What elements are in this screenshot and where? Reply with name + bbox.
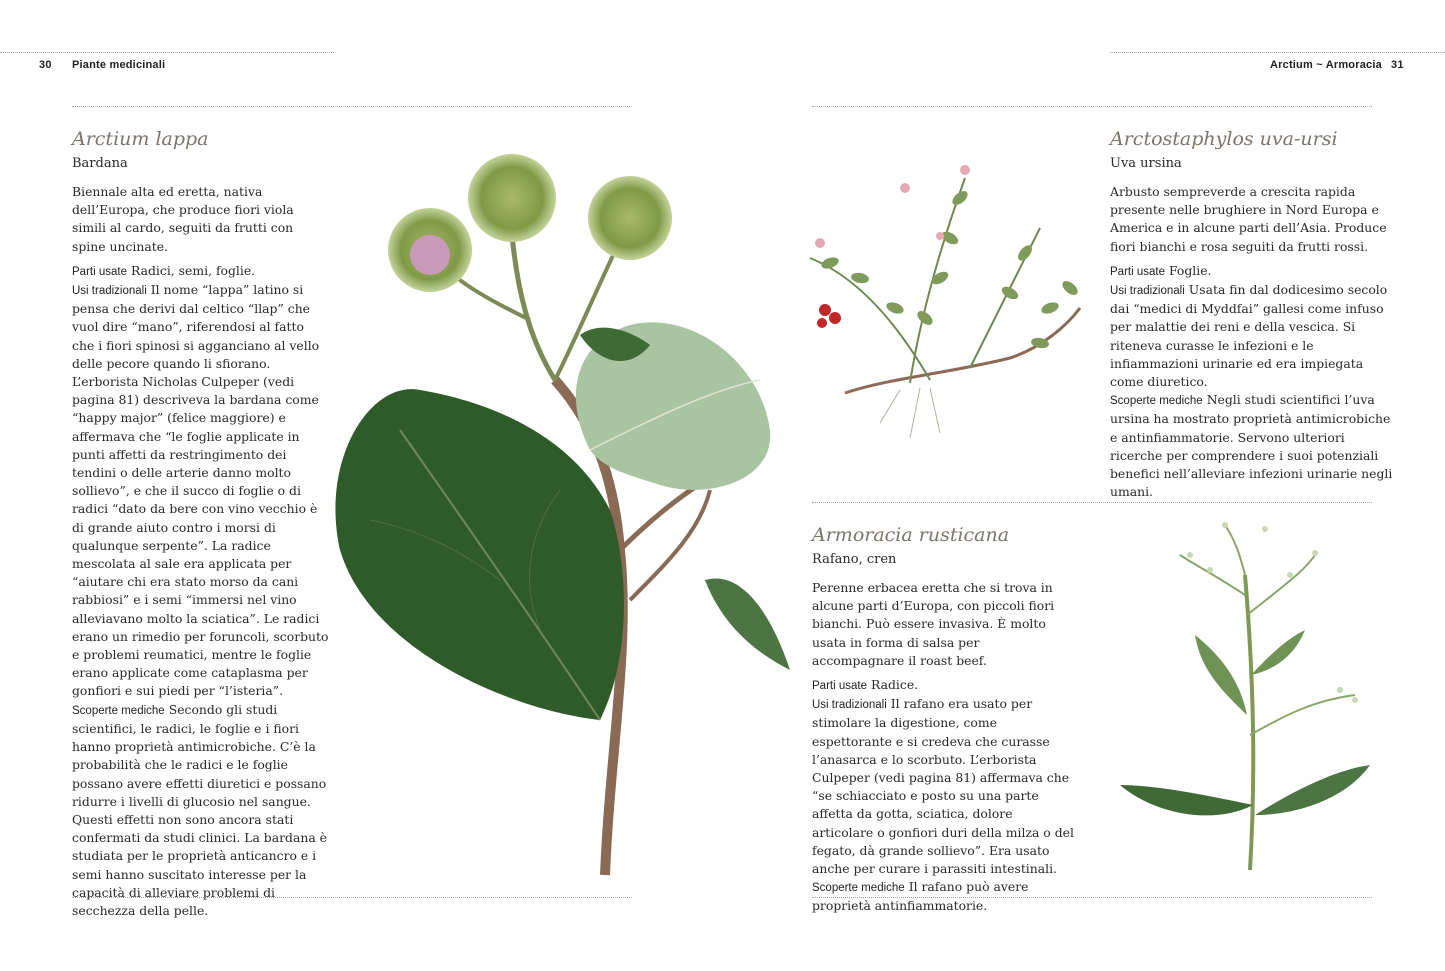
left-running-title: Piante medicinali bbox=[72, 59, 166, 71]
medical-findings-label: Scoperte mediche bbox=[72, 704, 165, 717]
medical-findings-text: Negli studi scientifici l’uva ursina ha mostrato proprietà antimicrobiche e antinfiammatorie. Servono ulteriori ricerche per comprendere i suoi potenziali benefici nell’alleviare infezioni urinarie negli umani. bbox=[1110, 392, 1393, 500]
section-rule-top-left bbox=[72, 106, 632, 107]
common-name: Rafano, cren bbox=[812, 552, 897, 567]
right-page-number: 31 bbox=[1391, 59, 1404, 71]
right-running-title: Arctium ~ Armoracia bbox=[1270, 59, 1382, 71]
entry-arctium-lappa bbox=[72, 128, 330, 920]
medical-findings-text: Secondo gli studi scientifici, le radici, le foglie e i fiori hanno proprietà antimicrobiche. C’è la probabilità che le radici e le foglie possano avere effetti diuretici e possano ridurre i livelli di glucosio nel sangue. Questi effetti non sono ancora stati confermati da studi clinici. La bardana è studiata per le proprietà anticancro e i semi hanno suscitato interesse per la capacità di alleviare problemi di secchezza della pelle. bbox=[72, 701, 327, 918]
traditional-uses-label: Usi tradizionali bbox=[812, 699, 887, 712]
parts-used-text: Radice. bbox=[870, 677, 919, 693]
medical-findings-label: Scoperte mediche bbox=[1110, 395, 1203, 408]
section-rule-top-right bbox=[812, 106, 1372, 107]
traditional-uses-label: Usi tradizionali bbox=[1110, 285, 1185, 298]
description: Arbusto sempreverde a crescita rapida presente nelle brughiere in Nord Europa e America e in alcune parti dell’Asia. Produce fiori bianchi e rosa seguiti da frutti rossi. bbox=[1110, 184, 1387, 254]
medical-findings-label: Scoperte mediche bbox=[812, 882, 905, 895]
left-page-number: 30 bbox=[39, 59, 52, 71]
header-rule-right bbox=[1110, 52, 1445, 53]
medical-findings bbox=[1110, 391, 1395, 501]
latin-name: Arctium lappa bbox=[72, 128, 209, 150]
traditional-uses bbox=[812, 695, 1074, 878]
description: Biennale alta ed eretta, nativa dell’Europa, che produce fiori viola simili al cardo, seguiti da frutti con spine uncinate. bbox=[72, 184, 294, 254]
parts-used bbox=[812, 676, 1074, 695]
common-name: Uva ursina bbox=[1110, 156, 1182, 171]
traditional-uses-label: Usi tradizionali bbox=[72, 285, 147, 298]
medical-findings bbox=[72, 701, 330, 920]
horseradish-plant-illustration bbox=[1115, 515, 1375, 875]
entry-armoracia-rusticana bbox=[812, 524, 1074, 916]
latin-name: Arctostaphylos uva-ursi bbox=[1110, 128, 1338, 150]
medical-findings bbox=[812, 878, 1074, 915]
header-rule-left bbox=[0, 52, 334, 53]
bearberry-plant-illustration bbox=[800, 158, 1090, 443]
description: Perenne erbacea eretta che si trova in alcune parti d’Europa, con piccoli fiori bianchi. Può essere invasiva. È molto usata in forma di salsa per accompagnare il roast beef. bbox=[812, 580, 1055, 668]
burdock-plant-illustration bbox=[330, 130, 800, 880]
medical-findings-text: Il rafano può avere proprietà antinfiammatorie. bbox=[812, 879, 1029, 914]
parts-used-label: Parti usate bbox=[1110, 265, 1165, 278]
parts-used-label: Parti usate bbox=[812, 680, 867, 693]
traditional-uses bbox=[1110, 281, 1395, 391]
parts-used-label: Parti usate bbox=[72, 265, 127, 278]
parts-used-text: Radici, semi, foglie. bbox=[130, 262, 256, 278]
entry-arctostaphylos-uva-ursi bbox=[1110, 128, 1395, 501]
traditional-uses-text: Il rafano era usato per stimolare la digestione, come espettorante e si credeva che curasse l’anasarca e lo scorbuto. L’erborista Culpeper (vedi pagina 81) affermava che “se schiacciato e posto su una parte affetta da gotta, sciatica, dolore articolare o gonfiori duri della milza o del fegato, dà grande sollievo”. Era usato anche per curare i parassiti intestinali. bbox=[812, 696, 1074, 877]
parts-used-text: Foglie. bbox=[1168, 262, 1212, 278]
section-rule-middle-right bbox=[812, 502, 1372, 503]
common-name: Bardana bbox=[72, 156, 128, 171]
traditional-uses bbox=[72, 281, 330, 701]
traditional-uses-text: Usata fin dal dodicesimo secolo dai “medici di Myddfai” gallesi come infuso per malattie dei reni e della vescica. Si riteneva curasse le infezioni e le infiammazioni urinarie ed era impiegata come diuretico. bbox=[1110, 282, 1388, 390]
parts-used bbox=[72, 262, 330, 281]
parts-used bbox=[1110, 262, 1395, 281]
latin-name: Armoracia rusticana bbox=[812, 524, 1010, 546]
traditional-uses-text: Il nome “lappa” latino si pensa che derivi dal celtico “llap” che vuol dire “mano”, riferendosi al fatto che i fiori spinosi si agganciano al vello delle pecore quando li sfiorano. L’erborista Nicholas Culpeper (vedi pagina 81) descriveva la bardana come “happy major” (felice maggiore) e affermava che “le foglie applicate in punti affetti da restringimento dei tendini o delle arterie danno molto sollievo”, e che il succo di foglie o di radici “dato da bere con vino vecchio è di grande aiuto contro i morsi di qualunque serpente”. La radice mescolata al sale era applicata per “aiutare chi era stato morso da cani rabbiosi” e i semi “immersi nel vino alleviavano molto la sciatica”. Le radici erano un rimedio per foruncoli, scorbuto e problemi reumatici, mentre le foglie erano applicate come cataplasma per gonfiori e sui piedi per “l’isteria”. bbox=[72, 282, 329, 699]
